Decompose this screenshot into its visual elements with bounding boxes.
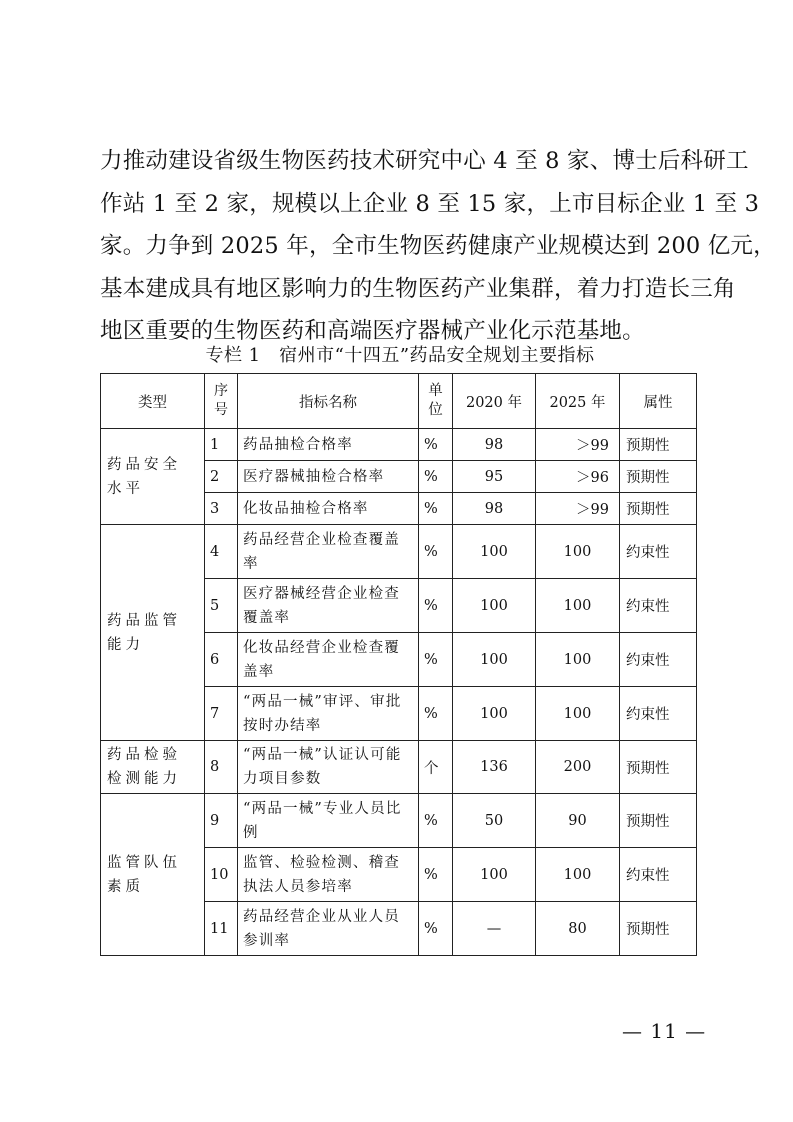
row-2025: 90: [536, 794, 620, 848]
paragraph-line: 力推动建设省级生物医药技术研究中心 4 至 8 家、博士后科研工: [100, 148, 749, 174]
row-name: “两品一械”审评、审批按时办结率: [238, 687, 419, 741]
row-unit: %: [419, 579, 453, 633]
row-attr: 约束性: [620, 525, 697, 579]
row-name: “两品一械”专业人员比例: [238, 794, 419, 848]
table-header-row: [101, 374, 697, 429]
row-attr: 预期性: [620, 794, 697, 848]
row-attr: 约束性: [620, 633, 697, 687]
row-unit: %: [419, 429, 453, 461]
row-attr: 预期性: [620, 429, 697, 461]
row-name: 医疗器械抽检合格率: [238, 461, 419, 493]
table-row: [101, 741, 697, 794]
body-paragraph: [100, 140, 776, 353]
paragraph-line: 家。力争到 2025 年，全市生物医药健康产业规模达到 200 亿元，: [100, 233, 776, 259]
row-attr: 约束性: [620, 848, 697, 902]
row-no: 1: [205, 429, 238, 461]
row-unit: %: [419, 794, 453, 848]
row-2020: 98: [453, 493, 536, 525]
row-name: 化妆品经营企业检查覆盖率: [238, 633, 419, 687]
row-no: 5: [205, 579, 238, 633]
row-2020: —: [453, 902, 536, 956]
paragraph-line: 地区重要的生物医药和高端医疗器械产业化示范基地。: [100, 318, 645, 344]
row-no: 2: [205, 461, 238, 493]
row-no: 6: [205, 633, 238, 687]
row-no: 4: [205, 525, 238, 579]
indicator-table: [100, 373, 697, 956]
row-2020: 50: [453, 794, 536, 848]
row-attr: 预期性: [620, 461, 697, 493]
row-no: 10: [205, 848, 238, 902]
row-attr: 预期性: [620, 741, 697, 794]
row-2025: ＞99: [536, 493, 620, 525]
table-row: [101, 525, 697, 579]
page-number: — 11 —: [622, 1019, 707, 1043]
header-name: 指标名称: [238, 374, 419, 429]
category-cell: 药品监管能力: [101, 525, 205, 741]
row-no: 7: [205, 687, 238, 741]
row-attr: 预期性: [620, 493, 697, 525]
row-2025: 100: [536, 579, 620, 633]
row-name: 药品抽检合格率: [238, 429, 419, 461]
header-unit: 单位: [419, 374, 453, 429]
header-attr: 属性: [620, 374, 697, 429]
table-row: [101, 794, 697, 848]
row-name: 药品经营企业从业人员参训率: [238, 902, 419, 956]
row-2025: 100: [536, 848, 620, 902]
row-2020: 100: [453, 525, 536, 579]
row-name: 医疗器械经营企业检查覆盖率: [238, 579, 419, 633]
header-seq: 序号: [205, 374, 238, 429]
row-attr: 预期性: [620, 902, 697, 956]
row-2020: 95: [453, 461, 536, 493]
row-name: “两品一械”认证认可能力项目参数: [238, 741, 419, 794]
row-2020: 98: [453, 429, 536, 461]
row-2020: 100: [453, 579, 536, 633]
category-cell: 药品检验检测能力: [101, 741, 205, 794]
row-2025: ＞99: [536, 429, 620, 461]
row-2025: 100: [536, 633, 620, 687]
row-no: 9: [205, 794, 238, 848]
row-2025: 100: [536, 687, 620, 741]
row-unit: %: [419, 687, 453, 741]
row-2020: 136: [453, 741, 536, 794]
row-unit: %: [419, 461, 453, 493]
paragraph-line: 作站 1 至 2 家，规模以上企业 8 至 15 家，上市目标企业 1 至 3: [100, 190, 760, 217]
row-name: 监管、检验检测、稽查执法人员参培率: [238, 848, 419, 902]
row-2025: 80: [536, 902, 620, 956]
row-attr: 约束性: [620, 687, 697, 741]
row-no: 8: [205, 741, 238, 794]
table-row: [101, 429, 697, 461]
row-2020: 100: [453, 687, 536, 741]
row-unit: %: [419, 525, 453, 579]
row-unit: %: [419, 848, 453, 902]
row-unit: %: [419, 493, 453, 525]
category-cell: 监管队伍素质: [101, 794, 205, 956]
row-2025: 200: [536, 741, 620, 794]
row-attr: 约束性: [620, 579, 697, 633]
row-2025: ＞96: [536, 461, 620, 493]
row-unit: %: [419, 633, 453, 687]
row-unit: %: [419, 902, 453, 956]
header-type: 类型: [101, 374, 205, 429]
row-no: 11: [205, 902, 238, 956]
row-name: 化妆品抽检合格率: [238, 493, 419, 525]
table-title: 专栏 1 宿州市“十四五”药品安全规划主要指标: [205, 345, 595, 366]
row-2025: 100: [536, 525, 620, 579]
row-no: 3: [205, 493, 238, 525]
row-2020: 100: [453, 633, 536, 687]
row-name: 药品经营企业检查覆盖率: [238, 525, 419, 579]
paragraph-line: 基本建成具有地区影响力的生物医药产业集群，着力打造长三角: [100, 275, 736, 302]
header-2025: 2025 年: [536, 374, 620, 429]
row-2020: 100: [453, 848, 536, 902]
header-2020: 2020 年: [453, 374, 536, 429]
category-cell: 药品安全水平: [101, 429, 205, 525]
row-unit: 个: [419, 741, 453, 794]
